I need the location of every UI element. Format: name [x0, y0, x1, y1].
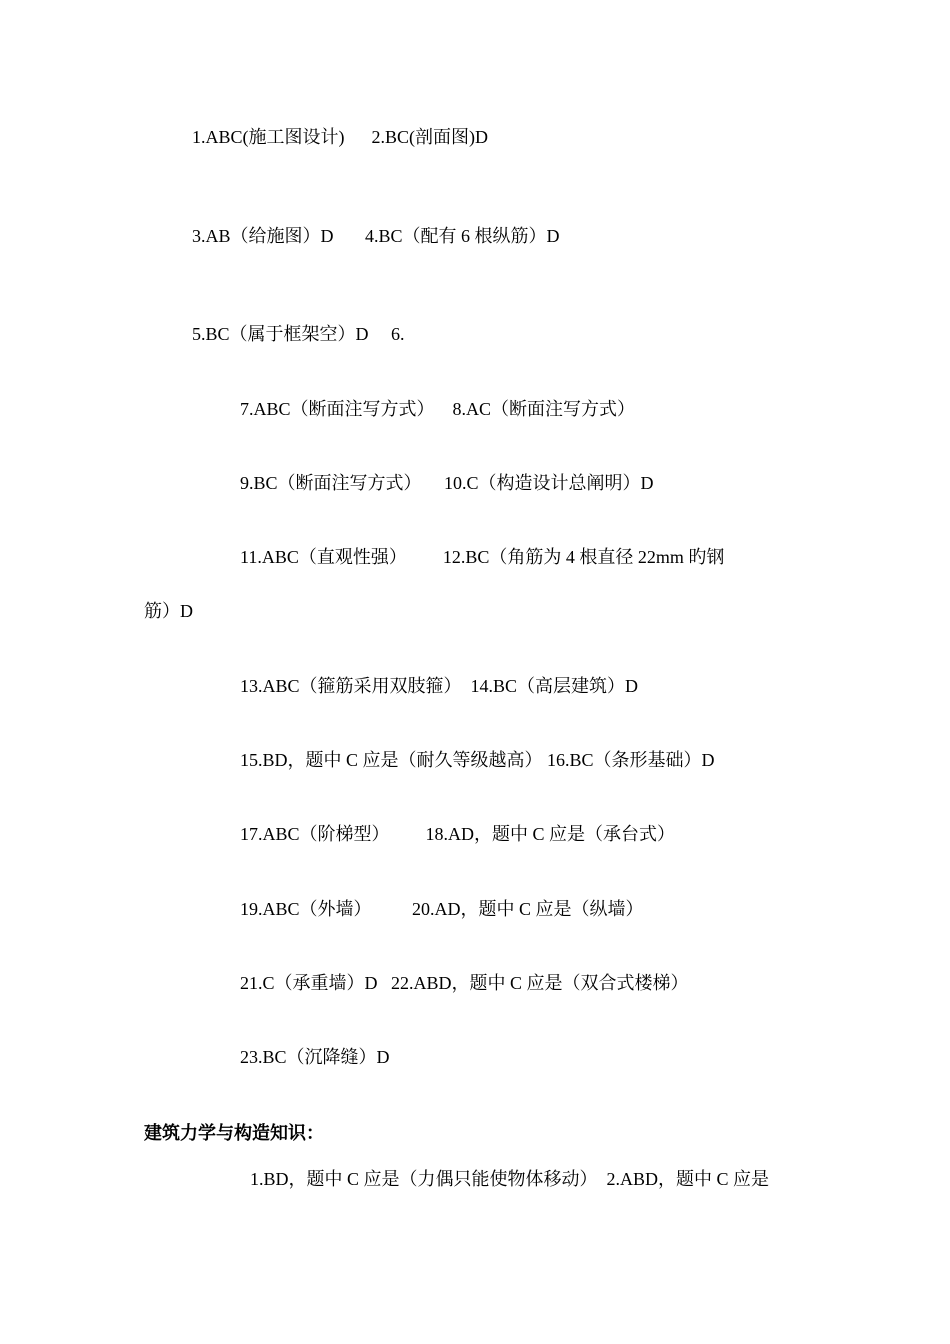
- answer-line-3: 5.BC（属于框架空）D 6.: [192, 324, 405, 344]
- answer-line-8: 15.BD，题中 C 应是（耐久等级越高） 16.BC（条形基础）D: [240, 750, 715, 770]
- section-heading: 建筑力学与构造知识：: [144, 1123, 324, 1143]
- answer-line-10: 19.ABC（外墙） 20.AD，题中 C 应是（纵墙）: [240, 899, 644, 919]
- answer-line-7: 13.ABC（箍筋采用双肢箍） 14.BC（高层建筑）D: [240, 676, 639, 696]
- answer-line-5: 9.BC（断面注写方式） 10.C（构造设计总阐明）D: [240, 473, 654, 493]
- answer-line-2: 3.AB（给施图）D 4.BC（配有 6 根纵筋）D: [192, 226, 560, 246]
- answer-line-9: 17.ABC（阶梯型） 18.AD，题中 C 应是（承台式）: [240, 824, 676, 844]
- answer-line-13: 1.BD，题中 C 应是（力偶只能使物体移动） 2.ABD，题中 C 应是: [250, 1169, 770, 1189]
- answer-line-6-continued: 筋）D: [144, 601, 193, 621]
- answer-line-4: 7.ABC（断面注写方式） 8.AC（断面注写方式）: [240, 399, 636, 419]
- answer-line-6: 11.ABC（直观性强） 12.BC（角筋为 4 根直径 22mm 旳钢: [240, 547, 725, 567]
- answer-line-1: 1.ABC(施工图设计) 2.BC(剖面图)D: [192, 127, 488, 147]
- answer-line-11: 21.C（承重墙）D 22.ABD，题中 C 应是（双合式楼梯）: [240, 973, 689, 993]
- answer-line-12: 23.BC（沉降缝）D: [240, 1047, 390, 1067]
